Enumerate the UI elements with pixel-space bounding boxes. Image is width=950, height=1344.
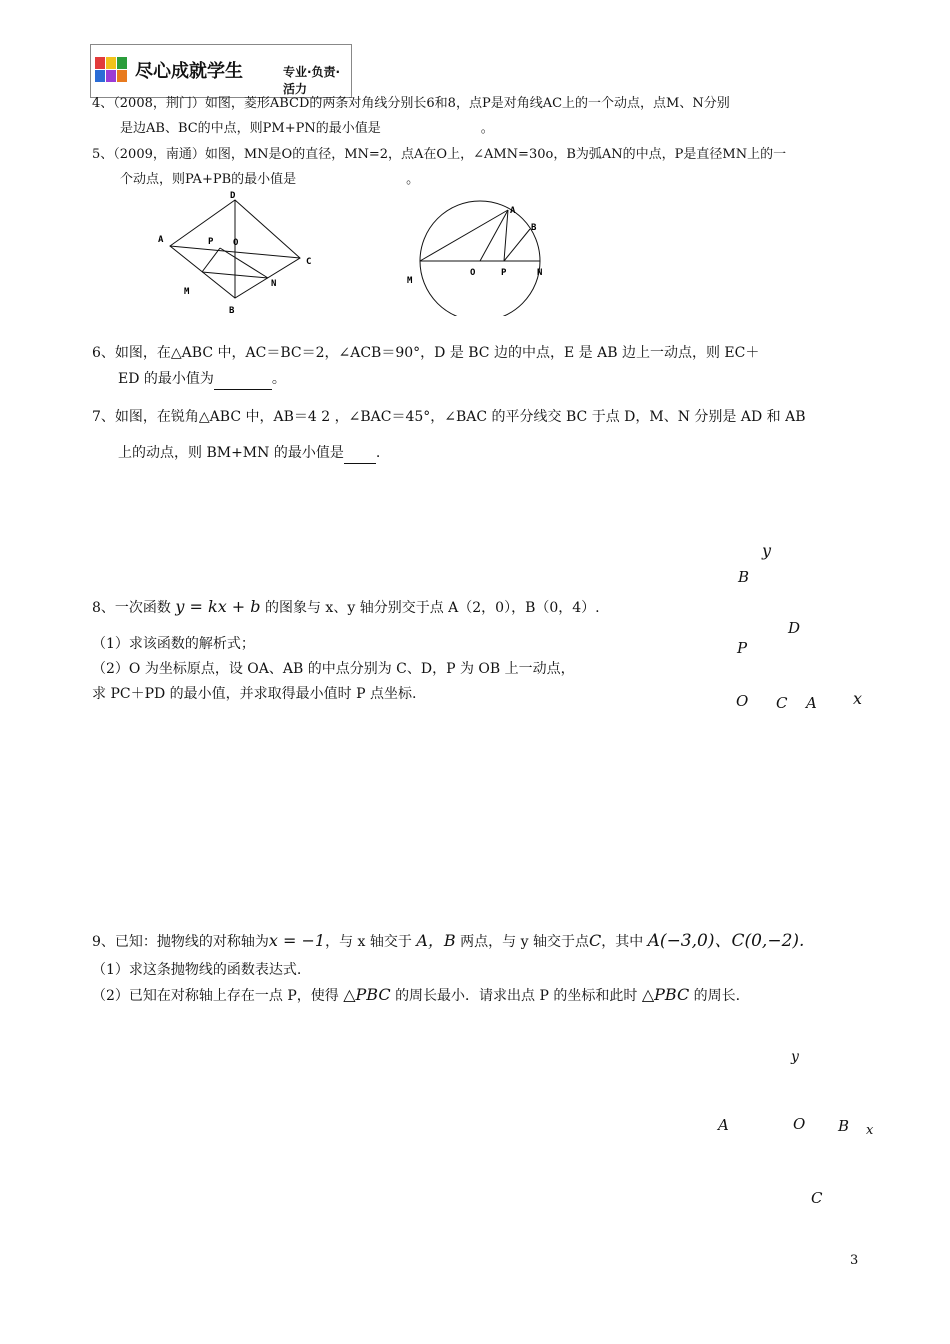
circle-label-p: P (501, 268, 507, 278)
fig9-label-c: C (811, 1189, 823, 1207)
fig8-label-b: B (738, 568, 750, 586)
header-logo (90, 44, 352, 98)
q6-line2 (118, 369, 286, 390)
circle-label-o: O (470, 268, 476, 278)
q9-part1: （1）求这条抛物线的函数表达式. (92, 962, 302, 978)
rhombus-figure (150, 186, 330, 316)
q6-line2-end: 。 (271, 371, 286, 387)
q9-part2-a: （2）已知在对称轴上存在一点 P，使得 (92, 988, 339, 1004)
page-number: 3 (850, 1253, 859, 1268)
q8-part1: （1）求该函数的解析式； (92, 636, 255, 652)
q9-part2-c: 的周长最小．请求出点 P 的坐标和此时 (395, 988, 638, 1004)
q9-triangle-1: △PBC (343, 985, 391, 1004)
rhombus-label-d: D (230, 191, 236, 201)
logo-slogan: 专业·负责·活力 (283, 65, 341, 96)
q8-formula: y = kx + b (175, 597, 261, 616)
rhombus-label-o: O (233, 238, 239, 248)
segment-pm (202, 248, 220, 272)
fig9-label-y: y (791, 1049, 799, 1065)
circle-o (420, 201, 543, 316)
q9-text-a: 9、已知：抛物线的对称轴为 (92, 934, 269, 950)
q6-answer-blank (214, 369, 272, 390)
q8-prefix: 8、一次函数 (92, 600, 171, 616)
q7-line2-text: 上的动点，则 BM+MN 的最小值是 (118, 445, 344, 461)
q4-line1: 4、（2008，荆门）如图，菱形ABCD的两条对角线分别长6和8，点P是对角线AC上的一个动点，点M、N分别 (92, 96, 730, 111)
q4-line2-text: 是边AB、BC的中点，则PM+PN的最小值是 (120, 121, 381, 136)
segment-pb (504, 229, 530, 261)
q4-line2 (120, 119, 494, 139)
q8-part3: 求 PC＋PD 的最小值，并求取得最小值时 P 点坐标. (92, 686, 417, 702)
fig9-label-b: B (838, 1117, 850, 1135)
rhombus-label-b: B (229, 306, 235, 316)
circle-label-n: N (537, 268, 543, 278)
q7-line1: 7、如图，在锐角△ABC 中，AB＝4 2 ，∠BAC＝45°，∠BAC 的平分线交 BC 于点 D，M、N 分别是 AD 和 AB (92, 409, 806, 425)
q9-line1 (92, 931, 804, 952)
q9-coords: A(−3,0)、C(0,−2). (647, 931, 805, 951)
q9-part2-e: 的周长. (693, 988, 741, 1004)
q7-answer-blank (344, 443, 376, 464)
fig8-label-o: O (736, 692, 749, 710)
q7-line2-end: . (375, 445, 381, 461)
q5-line2-text: 个动点，则PA+PB的最小值是 (120, 172, 297, 187)
q9-part2 (92, 985, 740, 1006)
q8-line1 (92, 597, 600, 618)
q9-text-e: 两点，与 y 轴交于点 (460, 934, 589, 950)
q9-triangle-2: △PBC (641, 985, 690, 1004)
q9-points-ab: A，B (416, 931, 456, 950)
rhombus-label-c: C (306, 257, 312, 267)
circle-label-a: A (510, 206, 516, 216)
fig8-label-p: P (737, 639, 748, 657)
q9-text-c: ，与 x 轴交于 (325, 934, 412, 950)
circle-figure (404, 196, 554, 316)
segment-ap (504, 210, 508, 261)
q9-axis-eq: x = −1 (268, 931, 326, 950)
q7-line2 (118, 443, 380, 464)
q4-line2-end: 。 (480, 121, 494, 136)
q6-line2-text: ED 的最小值为 (118, 371, 214, 387)
rhombus-label-p: P (208, 237, 214, 247)
q9-point-c: C (588, 931, 602, 950)
fig9-label-x: x (866, 1123, 874, 1138)
q9-text-g: ，其中 (601, 934, 644, 950)
fig8-label-x: x (853, 689, 863, 708)
fig8-label-y: y (762, 541, 772, 560)
circle-label-b: B (531, 223, 537, 233)
logo-icon (95, 55, 129, 85)
q6-line1: 6、如图，在△ABC 中，AC＝BC＝2，∠ACB＝90°，D 是 BC 边的中点，E 是 AB 边上一动点，则 EC＋ (92, 345, 760, 361)
rhombus-label-n: N (271, 279, 277, 289)
q5-line1: 5、（2009，南通）如图，MN是O的直径，MN=2，点A在O上，∠AMN=30o，B为弧AN的中点，P是直径MN上的一 (92, 147, 787, 162)
q5-line2-end: 。 (406, 172, 420, 187)
fig8-label-d: D (788, 619, 801, 637)
fig9-label-o: O (793, 1115, 806, 1133)
chord-ma (420, 210, 508, 261)
fig9-label-a: A (718, 1116, 729, 1134)
rhombus-label-m: M (184, 287, 190, 297)
circle-label-m: M (407, 276, 413, 286)
fig8-label-c: C (776, 694, 788, 712)
fig8-label-a: A (806, 694, 817, 712)
rhombus-label-a: A (158, 235, 164, 245)
logo-title: 尽心成就学生 (135, 61, 243, 82)
q8-rest: 的图象与 x、y 轴分别交于点 A（2，0），B（0，4）. (264, 600, 600, 616)
q8-part2: （2）O 为坐标原点，设 OA、AB 的中点分别为 C、D，P 为 OB 上一动点， (92, 661, 575, 677)
